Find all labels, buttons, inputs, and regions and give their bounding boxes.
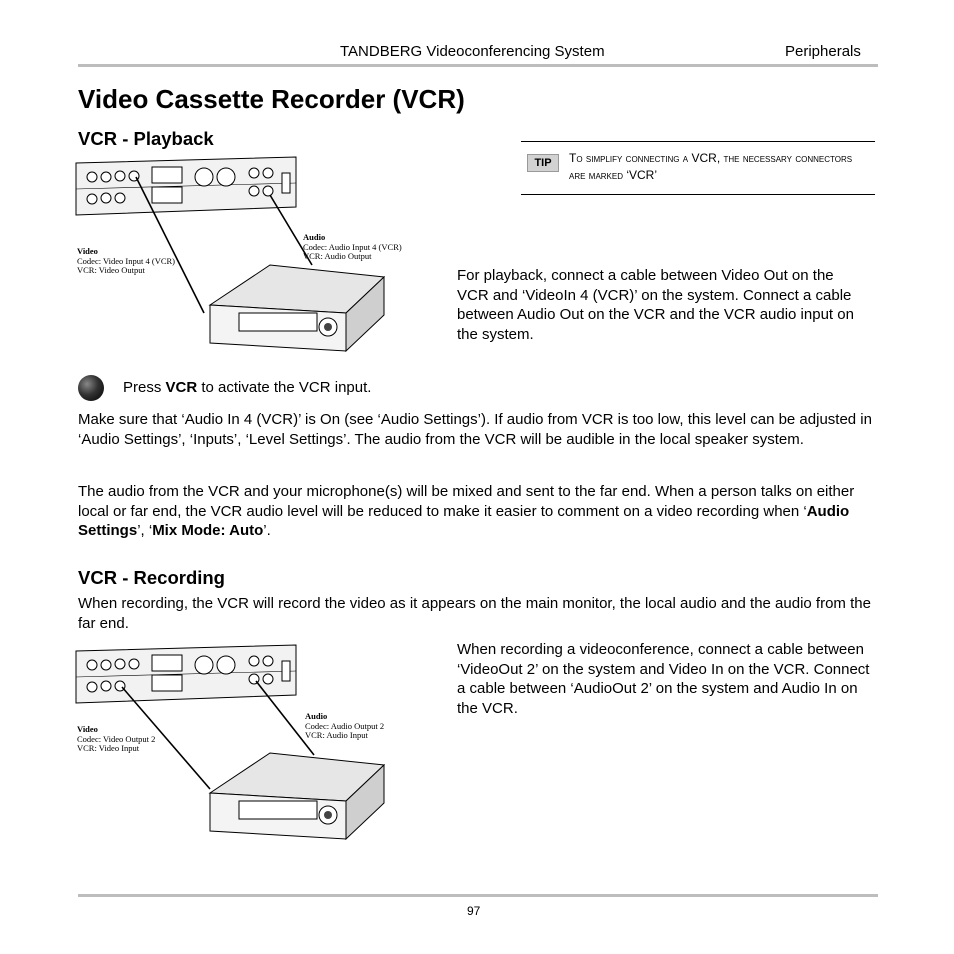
playback-paragraph-audio-settings: Make sure that ‘Audio In 4 (VCR)’ is On (see ‘Audio Settings’). If audio from VCR is too low, this level can be adjusted in ‘Audio Settings’, ‘Inputs’, ‘Level Settings’. The audio from the VCR will be audible in the local speaker system. bbox=[78, 411, 872, 448]
vcr-device bbox=[210, 265, 384, 351]
header-title: TANDBERG Videoconferencing System bbox=[340, 43, 605, 60]
tip-box bbox=[521, 141, 875, 195]
press-vcr-instruction: Press VCR to activate the VCR input. bbox=[123, 379, 372, 396]
playback-instructions: For playback, connect a cable between Video Out on the VCR and ‘VideoIn 4 (VCR)’ on the system. Connect a cable between Audio Out on the VCR and the VCR audio input on the system. bbox=[457, 267, 854, 343]
recording-heading: VCR - Recording bbox=[78, 567, 225, 588]
playback-video-label: Video Codec: Video Input 4 (VCR) VCR: Video Output bbox=[77, 246, 176, 275]
page-number: 97 bbox=[467, 904, 481, 918]
recording-video-label: Video Codec: Video Output 2 VCR: Video Input bbox=[77, 724, 156, 753]
playback-heading: VCR - Playback bbox=[78, 128, 214, 149]
vcr-button-icon bbox=[78, 375, 104, 401]
header-section: Peripherals bbox=[785, 43, 861, 60]
tip-label: TIP bbox=[527, 154, 559, 172]
recording-intro: When recording, the VCR will record the video as it appears on the main monitor, the local audio and the audio from the far end. bbox=[78, 595, 871, 632]
tip-text: To simplify connecting a VCR, the necessary connectors are marked ‘VCR’ bbox=[569, 151, 853, 182]
recording-instructions: When recording a videoconference, connect a cable between ‘VideoOut 2’ on the system and Video In on the VCR. Connect a cable between ‘AudioOut 2’ on the system and Audio In on the VCR. bbox=[457, 641, 870, 717]
header-rule bbox=[78, 64, 878, 67]
playback-audio-label: Audio Codec: Audio Input 4 (VCR) VCR: Audio Output bbox=[303, 232, 402, 261]
codec-back-panel bbox=[76, 645, 296, 703]
recording-audio-label: Audio Codec: Audio Output 2 VCR: Audio Input bbox=[305, 711, 385, 740]
page-title: Video Cassette Recorder (VCR) bbox=[78, 84, 465, 114]
codec-back-panel bbox=[76, 157, 296, 215]
footer-rule bbox=[78, 894, 878, 897]
playback-paragraph-mixing: The audio from the VCR and your microphone(s) will be mixed and sent to the far end. When a person talks on either local or far end, the VCR audio level will be reduced to make it easier to comment on a video recording when ‘Audio Settings’, ‘Mix Mode: Auto’. bbox=[78, 483, 855, 539]
vcr-device bbox=[210, 753, 384, 839]
